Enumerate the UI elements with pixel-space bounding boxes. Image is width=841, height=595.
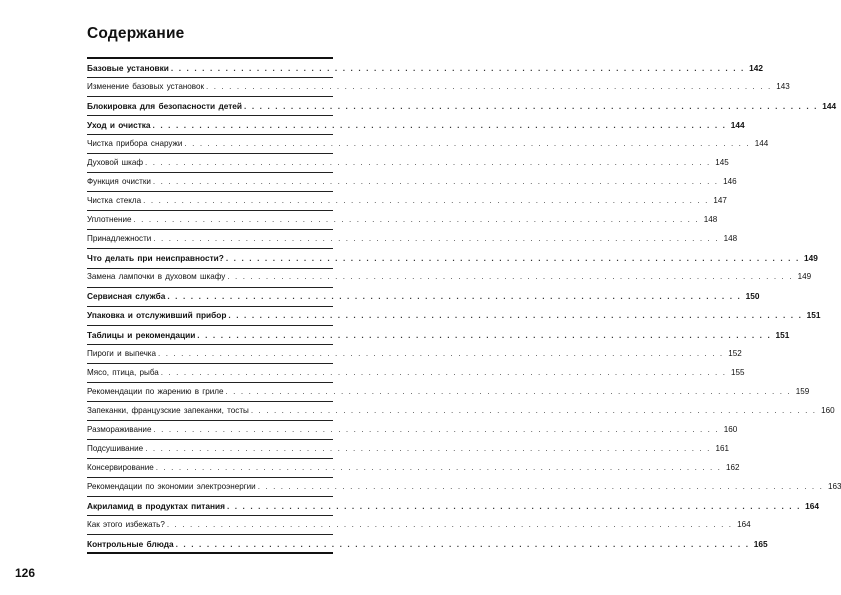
toc-entry [87, 154, 729, 173]
toc-entry [87, 249, 818, 268]
toc-entry [87, 459, 740, 478]
toc-entry [87, 364, 745, 383]
toc-dot-leader: . . . . . . . . . . . . . . . . . . . . . . . . . . . . . . . . . . . . . . . . . . . . . . . . . . . . . . . . . . . . . . . . . . . . . . . . . . [143, 196, 709, 206]
toc-entry-page: 150 [745, 291, 760, 302]
toc-entry [87, 173, 737, 192]
toc-entry-title: Размораживание [87, 424, 152, 434]
toc-dot-leader: . . . . . . . . . . . . . . . . . . . . . . . . . . . . . . . . . . . . . . . . . . . . . . . . . . . . . . . . . . . . . . . . . . . . . . . . . . [227, 272, 794, 282]
toc-entry [87, 440, 729, 459]
toc-dot-leader: . . . . . . . . . . . . . . . . . . . . . . . . . . . . . . . . . . . . . . . . . . . . . . . . . . . . . . . . . . . . . . . . . . . . . . . . . . [226, 500, 801, 511]
toc-entry-page: 145 [715, 158, 729, 168]
toc-entry-page: 149 [797, 272, 812, 282]
toc-dot-leader: . . . . . . . . . . . . . . . . . . . . . . . . . . . . . . . . . . . . . . . . . . . . . . . . . . . . . . . . . . . . . . . . . . . . . . . . . . [170, 62, 745, 73]
toc-entry-title: Базовые установки [87, 62, 169, 73]
toc-dot-leader: . . . . . . . . . . . . . . . . . . . . . . . . . . . . . . . . . . . . . . . . . . . . . . . . . . . . . . . . . . . . . . . . . . . . . . . . . . [166, 520, 733, 530]
toc-dot-leader: . . . . . . . . . . . . . . . . . . . . . . . . . . . . . . . . . . . . . . . . . . . . . . . . . . . . . . . . . . . . . . . . . . . . . . . . . . [145, 443, 711, 453]
toc-dot-leader: . . . . . . . . . . . . . . . . . . . . . . . . . . . . . . . . . . . . . . . . . . . . . . . . . . . . . . . . . . . . . . . . . . . . . . . . . . [155, 462, 722, 472]
toc-dot-leader: . . . . . . . . . . . . . . . . . . . . . . . . . . . . . . . . . . . . . . . . . . . . . . . . . . . . . . . . . . . . . . . . . . . . . . . . . . [133, 215, 700, 225]
toc-entry-page: 143 [776, 82, 790, 92]
toc-dot-leader: . . . . . . . . . . . . . . . . . . . . . . . . . . . . . . . . . . . . . . . . . . . . . . . . . . . . . . . . . . . . . . . . . . . . . . . . . . [257, 482, 824, 491]
toc-dot-leader: . . . . . . . . . . . . . . . . . . . . . . . . . . . . . . . . . . . . . . . . . . . . . . . . . . . . . . . . . . . . . . . . . . . . . . . . . . [225, 386, 792, 396]
toc-entry-page: 151 [775, 329, 790, 340]
toc-entry [87, 307, 821, 326]
toc-entry [87, 383, 810, 402]
toc-entry-page: 160 [723, 424, 738, 434]
toc-entry-title: Консервирование [87, 462, 154, 472]
toc-entry [87, 230, 738, 249]
toc-dot-leader: . . . . . . . . . . . . . . . . . . . . . . . . . . . . . . . . . . . . . . . . . . . . . . . . . . . . . . . . . . . . . . . . . . . . . . . . . . [153, 424, 720, 434]
toc-entry-title: Уход и очистка [87, 120, 151, 131]
toc-entry [87, 135, 769, 154]
toc-entry-page: 149 [804, 253, 818, 264]
toc-entry-page: 144 [822, 100, 837, 111]
toc-dot-leader: . . . . . . . . . . . . . . . . . . . . . . . . . . . . . . . . . . . . . . . . . . . . . . . . . . . . . . . . . . . . . . . . . . . . . . . . . . [197, 329, 772, 340]
toc-dot-leader: . . . . . . . . . . . . . . . . . . . . . . . . . . . . . . . . . . . . . . . . . . . . . . . . . . . . . . . . . . . . . . . . . . . . . . . . . . [158, 348, 724, 358]
toc-entry [87, 288, 760, 307]
toc-entry-page: 151 [806, 310, 821, 321]
toc-entry [87, 478, 841, 497]
toc-dot-leader: . . . . . . . . . . . . . . . . . . . . . . . . . . . . . . . . . . . . . . . . . . . . . . . . . . . . . . . . . . . . . . . . . . . . . . . . . . [145, 158, 711, 168]
toc-entry [87, 116, 745, 135]
toc-entry-title: Принадлежности [87, 234, 152, 244]
toc-entry-title: Духовой шкаф [87, 158, 144, 168]
toc-entry-page: 148 [723, 234, 738, 244]
toc-entry-title: Чистка прибора снаружи [87, 139, 183, 149]
toc-entry-page: 152 [728, 348, 742, 358]
toc-dot-leader: . . . . . . . . . . . . . . . . . . . . . . . . . . . . . . . . . . . . . . . . . . . . . . . . . . . . . . . . . . . . . . . . . . . . . . . . . . [175, 538, 750, 549]
toc-entry-title: Пироги и выпечка [87, 348, 157, 358]
toc-entry-title: Рекомендации по жарению в гриле [87, 386, 224, 396]
toc-entry-title: Таблицы и рекомендации [87, 329, 196, 340]
page-number: 126 [15, 566, 36, 580]
toc-entry [87, 497, 819, 516]
toc-entry-page: 146 [723, 177, 737, 187]
toc-entry-title: Уплотнение [87, 215, 132, 225]
toc-entry-page: 144 [730, 120, 745, 131]
toc-entry-title: Рекомендации по экономии электроэнергии [87, 482, 256, 491]
toc-entry-title: Мясо, птица, рыба [87, 367, 159, 377]
toc-entry-title: Замена лампочки в духовом шкафу [87, 272, 226, 282]
toc-entry [87, 211, 718, 230]
toc-dot-leader: . . . . . . . . . . . . . . . . . . . . . . . . . . . . . . . . . . . . . . . . . . . . . . . . . . . . . . . . . . . . . . . . . . . . . . . . . . [184, 139, 751, 149]
toc-entry [87, 269, 812, 288]
toc-entry-page: 164 [737, 520, 751, 530]
toc-entry-page: 163 [827, 482, 841, 491]
page-title: Содержание [87, 25, 185, 42]
toc-dot-leader: . . . . . . . . . . . . . . . . . . . . . . . . . . . . . . . . . . . . . . . . . . . . . . . . . . . . . . . . . . . . . . . . . . . . . . . . . . [206, 82, 772, 92]
toc-entry-title: Упаковка и отслуживший прибор [87, 310, 227, 321]
toc-entry-page: 159 [795, 386, 810, 396]
toc-entry-title: Сервисная служба [87, 291, 166, 302]
toc-entry-title: Что делать при неисправности? [87, 253, 224, 264]
toc-entry-title: Акриламид в продуктах питания [87, 500, 225, 511]
toc-entry-title: Функция очистки [87, 177, 151, 187]
toc-entry [87, 345, 742, 364]
toc-entry-page: 155 [731, 367, 745, 377]
toc-dot-leader: . . . . . . . . . . . . . . . . . . . . . . . . . . . . . . . . . . . . . . . . . . . . . . . . . . . . . . . . . . . . . . . . . . . . . . . . . . [152, 177, 719, 187]
toc-dot-leader: . . . . . . . . . . . . . . . . . . . . . . . . . . . . . . . . . . . . . . . . . . . . . . . . . . . . . . . . . . . . . . . . . . . . . . . . . . [225, 253, 800, 264]
toc-dot-leader: . . . . . . . . . . . . . . . . . . . . . . . . . . . . . . . . . . . . . . . . . . . . . . . . . . . . . . . . . . . . . . . . . . . . . . . . . . [152, 120, 727, 131]
toc-entry [87, 78, 790, 97]
toc-dot-leader: . . . . . . . . . . . . . . . . . . . . . . . . . . . . . . . . . . . . . . . . . . . . . . . . . . . . . . . . . . . . . . . . . . . . . . . . . . [153, 234, 720, 244]
toc-entry-title: Чистка стекла [87, 196, 142, 206]
toc-entry-title: Контрольные блюда [87, 538, 174, 549]
toc-entry-page: 162 [726, 462, 740, 472]
toc-entry-title: Блокировка для безопасности детей [87, 100, 243, 111]
toc-dot-leader: . . . . . . . . . . . . . . . . . . . . . . . . . . . . . . . . . . . . . . . . . . . . . . . . . . . . . . . . . . . . . . . . . . . . . . . . . . [250, 405, 817, 415]
toc-entry [87, 326, 790, 345]
toc-entry-page: 164 [805, 500, 819, 511]
toc-entry [87, 402, 835, 421]
toc-dot-leader: . . . . . . . . . . . . . . . . . . . . . . . . . . . . . . . . . . . . . . . . . . . . . . . . . . . . . . . . . . . . . . . . . . . . . . . . . . [167, 291, 742, 302]
table-of-contents [87, 57, 841, 554]
toc-entry-title: Запеканки, французские запеканки, тосты [87, 405, 249, 415]
toc-entry [87, 516, 751, 535]
toc-dot-leader: . . . . . . . . . . . . . . . . . . . . . . . . . . . . . . . . . . . . . . . . . . . . . . . . . . . . . . . . . . . . . . . . . . . . . . . . . . [228, 310, 803, 321]
toc-entry-title: Подсушивание [87, 443, 144, 453]
toc-entry [87, 97, 837, 116]
toc-dot-leader: . . . . . . . . . . . . . . . . . . . . . . . . . . . . . . . . . . . . . . . . . . . . . . . . . . . . . . . . . . . . . . . . . . . . . . . . . . [244, 100, 819, 111]
toc-entry-page: 148 [703, 215, 718, 225]
toc-entry [87, 535, 768, 554]
toc-dot-leader: . . . . . . . . . . . . . . . . . . . . . . . . . . . . . . . . . . . . . . . . . . . . . . . . . . . . . . . . . . . . . . . . . . . . . . . . . . [160, 367, 727, 377]
toc-entry-page: 142 [749, 62, 763, 73]
toc-entry [87, 192, 727, 211]
toc-entry-title: Как этого избежать? [87, 520, 165, 530]
toc-entry-page: 160 [821, 405, 835, 415]
toc-entry-page: 147 [713, 196, 727, 206]
toc-entry [87, 59, 763, 78]
toc-entry-page: 144 [754, 139, 769, 149]
toc-entry-page: 161 [715, 443, 729, 453]
toc-entry [87, 421, 738, 440]
toc-entry-title: Изменение базовых установок [87, 82, 205, 92]
toc-entry-page: 165 [753, 538, 768, 549]
